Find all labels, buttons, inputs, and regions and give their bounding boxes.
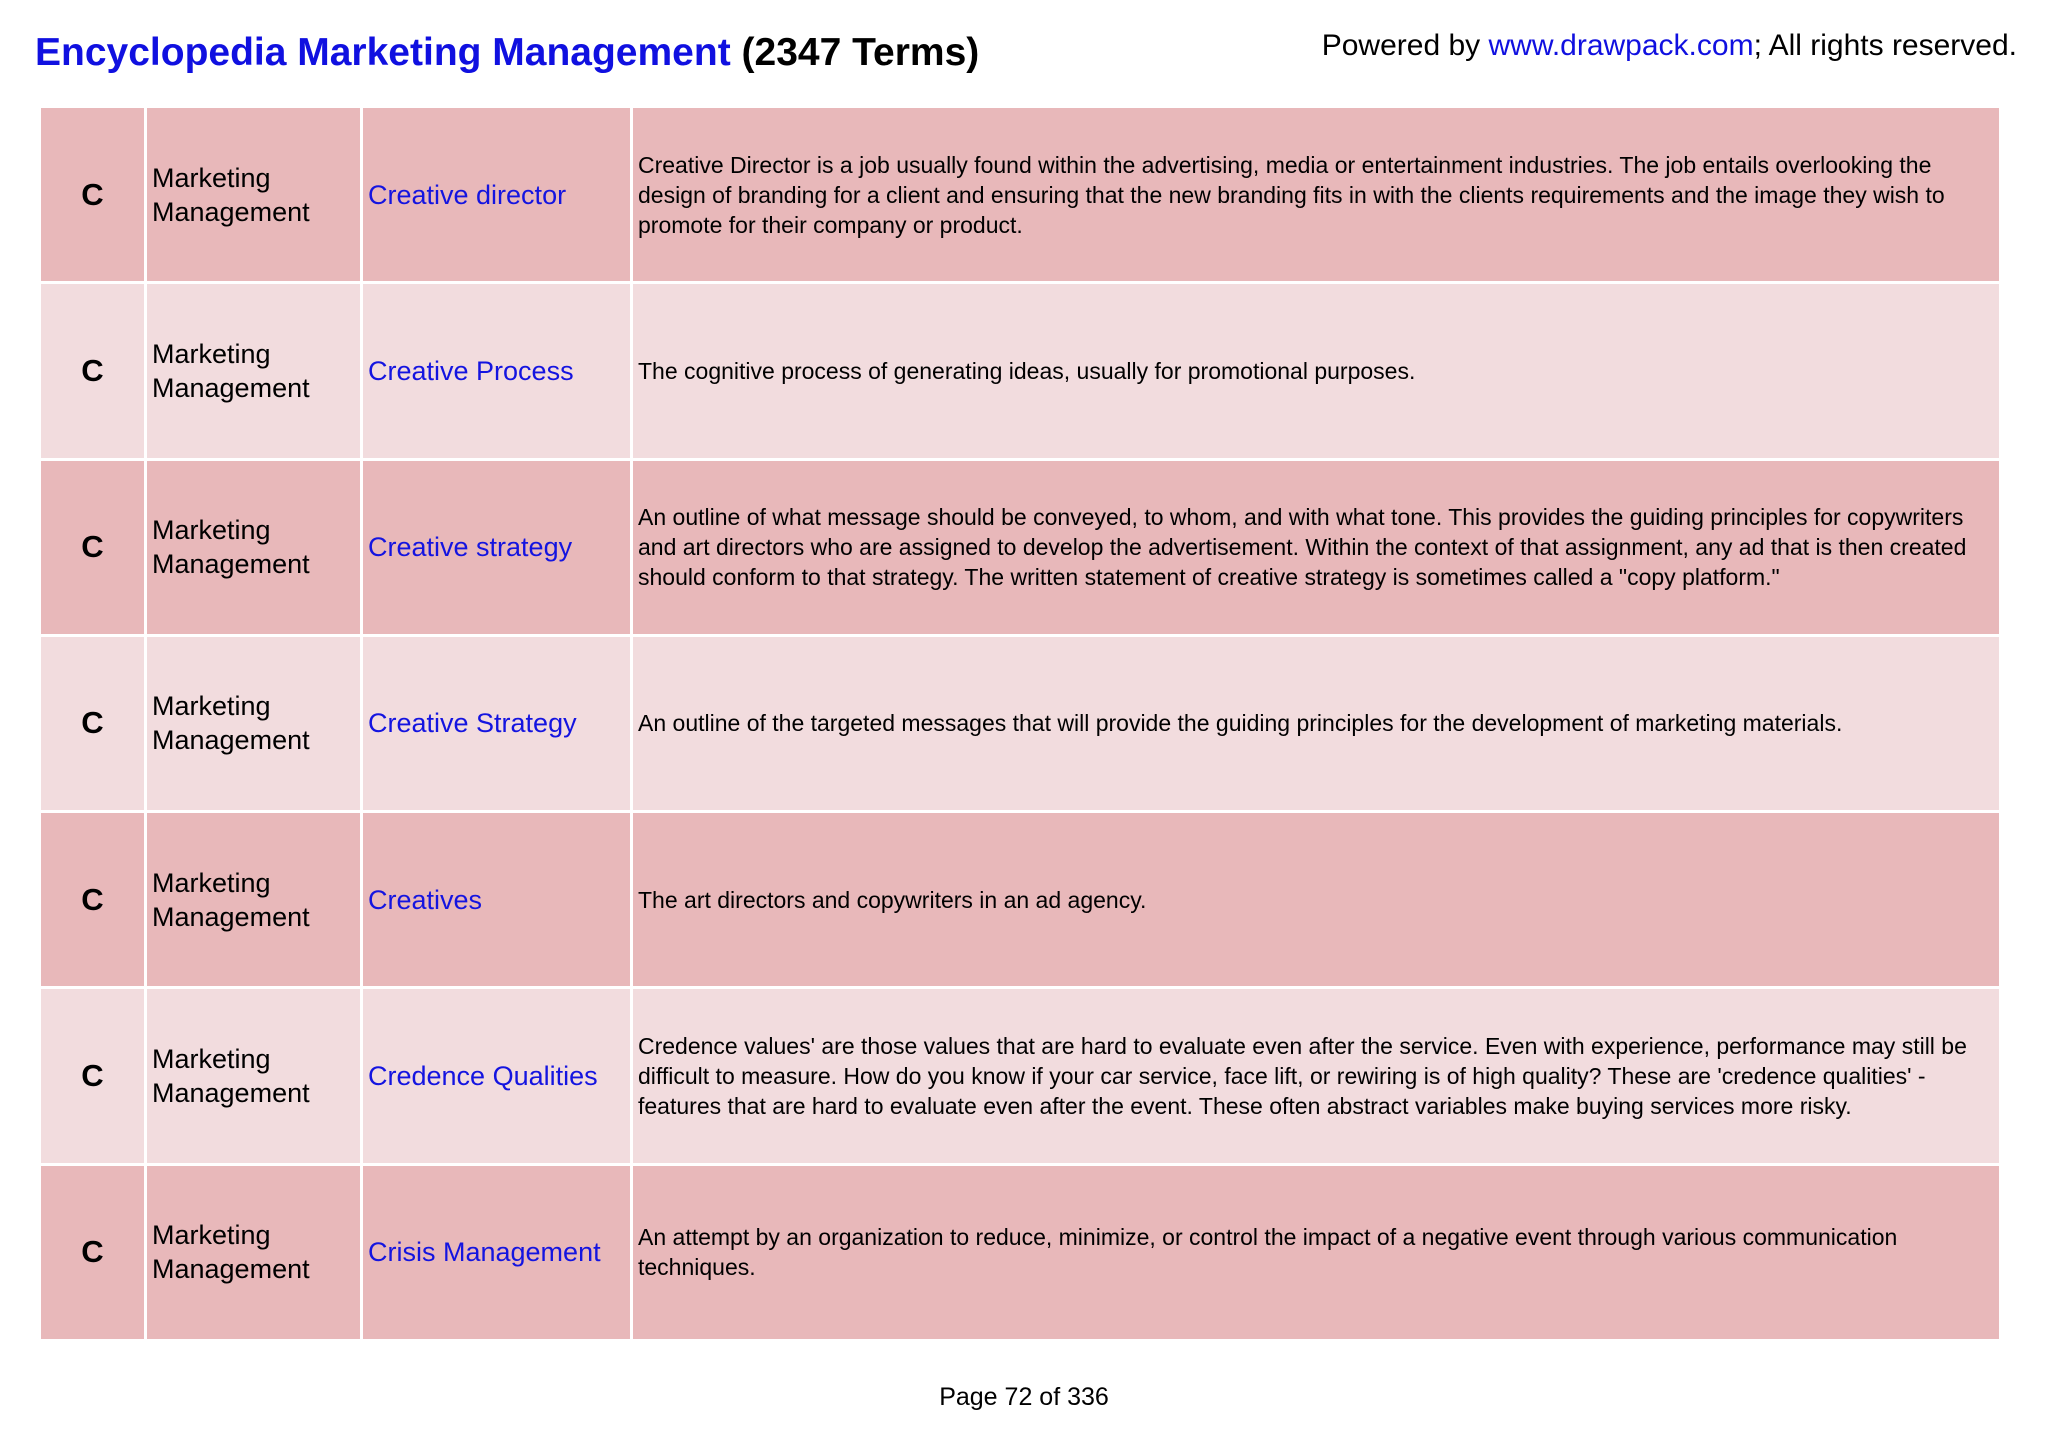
letter-cell: C <box>40 1164 146 1340</box>
category-cell: Marketing Management <box>146 283 362 459</box>
definition-cell: Creative Director is a job usually found within the advertising, media or entertainment industries. The job entails overlooking the design of branding for a client and ensuring that the new branding fits in with the clients requirements and the image they wish to promote for their company or product. <box>632 107 2001 283</box>
category-cell: Marketing Management <box>146 107 362 283</box>
title-main: Encyclopedia Marketing Management <box>35 31 731 74</box>
term-link[interactable]: Creative Process <box>362 283 632 459</box>
category-cell: Marketing Management <box>146 988 362 1164</box>
term-link[interactable]: Creative director <box>362 107 632 283</box>
category-cell: Marketing Management <box>146 459 362 635</box>
powered-prefix: Powered by <box>1321 29 1489 62</box>
term-row <box>40 283 2001 459</box>
term-row <box>40 988 2001 1164</box>
term-link[interactable]: Creatives <box>362 812 632 988</box>
term-link[interactable]: Creative Strategy <box>362 635 632 811</box>
powered-suffix: ; All rights reserved. <box>1753 29 2017 62</box>
term-row <box>40 1164 2001 1340</box>
page-header <box>35 26 2017 82</box>
definition-cell: An outline of what message should be conveyed, to whom, and with what tone. This provides the guiding principles for copywriters and art directors who are assigned to develop the advertisement. Within the context of that assignment, any ad that is then created should conform to that strategy. The written statement of creative strategy is sometimes called a "copy platform." <box>632 459 2001 635</box>
letter-cell: C <box>40 107 146 283</box>
letter-cell: C <box>40 988 146 1164</box>
letter-cell: C <box>40 283 146 459</box>
term-link[interactable]: Crisis Management <box>362 1164 632 1340</box>
definition-cell: Credence values' are those values that are hard to evaluate even after the service. Even with experience, performance may still be difficult to measure. How do you know if your car service, face lift, or rewiring is of high quality? These are 'credence qualities' - features that are hard to evaluate even after the event. These often abstract variables make buying services more risky. <box>632 988 2001 1164</box>
term-row <box>40 812 2001 988</box>
terms-table <box>38 105 2002 1342</box>
letter-cell: C <box>40 635 146 811</box>
definition-cell: An outline of the targeted messages that will provide the guiding principles for the development of marketing materials. <box>632 635 2001 811</box>
category-cell: Marketing Management <box>146 1164 362 1340</box>
term-row <box>40 635 2001 811</box>
definition-cell: The art directors and copywriters in an ad agency. <box>632 812 2001 988</box>
term-row <box>40 107 2001 283</box>
category-cell: Marketing Management <box>146 635 362 811</box>
title-term-count: (2347 Terms) <box>741 31 980 74</box>
page-number: Page 72 of 336 <box>939 1383 1109 1411</box>
definition-cell: An attempt by an organization to reduce, minimize, or control the impact of a negative event through various communication techniques. <box>632 1164 2001 1340</box>
page-title <box>35 30 979 77</box>
letter-cell: C <box>40 459 146 635</box>
letter-cell: C <box>40 812 146 988</box>
term-link[interactable]: Creative strategy <box>362 459 632 635</box>
term-row <box>40 459 2001 635</box>
definition-cell: The cognitive process of generating ideas, usually for promotional purposes. <box>632 283 2001 459</box>
category-cell: Marketing Management <box>146 812 362 988</box>
term-link[interactable]: Credence Qualities <box>362 988 632 1164</box>
powered-by-notice <box>1322 28 2017 64</box>
drawpack-link[interactable]: www.drawpack.com <box>1488 29 1754 62</box>
